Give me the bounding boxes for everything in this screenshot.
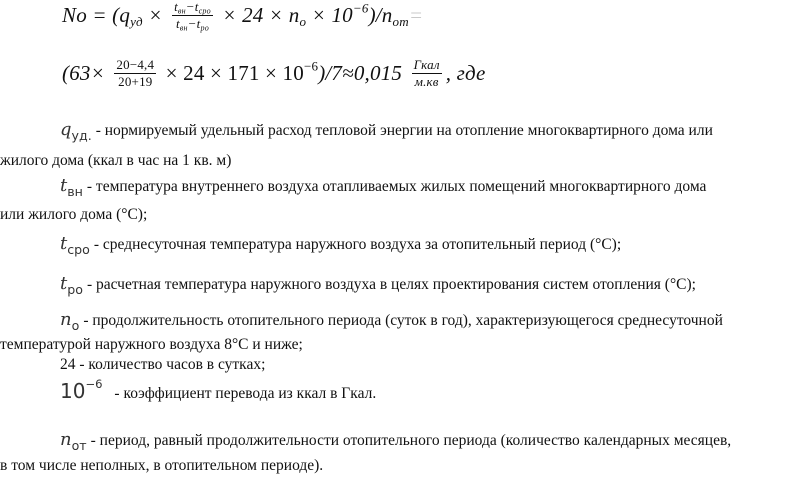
fraction-denominator: $t_{вн}-t_{ро}$ (175, 15, 209, 33)
t-sro-icon: $t_{сро}$ (60, 233, 90, 258)
n-ot-icon: $n_{от}$ (60, 429, 87, 454)
formula-line-1 (62, 2, 423, 32)
definition-text-continued: или жилого дома (°С); (0, 206, 148, 223)
formula-tail: × 10 (311, 2, 353, 27)
fraction-numerator: $t_{вн}-t_{сро}$ (174, 0, 211, 16)
definition-text: - расчетная температура наружного воздуха в целях проектирования систем отопления (°С); (86, 276, 696, 293)
unit-numerator: Гкал (413, 57, 440, 72)
definition-tvn (60, 175, 707, 200)
unit-fraction (412, 58, 442, 88)
definition-tsro (60, 233, 622, 258)
t-ro-icon: $t_{ро}$ (60, 273, 83, 298)
definition-tro (60, 273, 696, 298)
calc-suffix: , где (445, 60, 486, 85)
calc-fraction (114, 58, 156, 88)
exponent: −6 (352, 0, 369, 16)
definition-text-continued: температурой наружного воздуха 8°С и ниже; (0, 336, 303, 353)
calc-middle: × 24 × 171 × 10 (165, 60, 304, 85)
temperature-fraction (172, 0, 213, 33)
times-sign: × (148, 2, 163, 27)
calc-numerator: 20−4,4 (116, 57, 155, 72)
definition-text: - коэффициент перевода из ккал в Гкал. (114, 385, 377, 402)
formula-lhs: No = ( (62, 2, 120, 27)
definition-text: - нормируемый удельный расход тепловой энергии на отопление многоквартирного дома или (95, 122, 713, 139)
definition-q (60, 119, 713, 144)
definition-24: 24 - количество часов в сутках; (60, 356, 266, 373)
formula-middle: × 24 × n (222, 2, 300, 27)
q-symbol: q (119, 2, 131, 27)
definition-nom (60, 429, 732, 454)
nom-subscript: от (392, 14, 409, 30)
definition-text: - среднесуточная температура наружного воздуха за отопительный период (°С); (93, 236, 622, 253)
definition-text: - температура внутреннего воздуха отапливаемых жилых помещений многоквартирного дома (86, 178, 707, 195)
unit-denominator: м.кв (414, 73, 439, 89)
definition-text-continued: в том числе неполных, в отопительном периоде). (0, 457, 324, 474)
calc-denominator: 20+19 (118, 73, 153, 89)
n-subscript: o (299, 14, 307, 30)
equals-sign: = (408, 2, 424, 27)
definition-text: - продолжительность отопительного периода (суток в год), характеризующегося среднесуточной (83, 312, 723, 329)
definition-no (60, 309, 723, 334)
calc-result: )/7≈0,015 (318, 60, 403, 85)
q-icon: $q_{уд.}$ (60, 119, 92, 144)
t-vn-icon: $t_{вн}$ (60, 175, 83, 200)
ten-power-icon: $10^{-6}$ (60, 377, 103, 403)
n-o-icon: $n_о$ (60, 309, 80, 334)
formula-line-2 (62, 57, 486, 90)
definition-text-continued: жилого дома (ккал в час на 1 кв. м) (0, 152, 232, 169)
definition-text: - период, равный продолжительности отопительного периода (количество календарных месяцев, (90, 432, 732, 449)
q-subscript: уд (130, 14, 143, 30)
formula-close: )/n (368, 2, 393, 27)
definition-coefficient (60, 377, 377, 403)
calc-open: (63× (62, 60, 105, 85)
calc-exponent: −6 (303, 58, 319, 74)
